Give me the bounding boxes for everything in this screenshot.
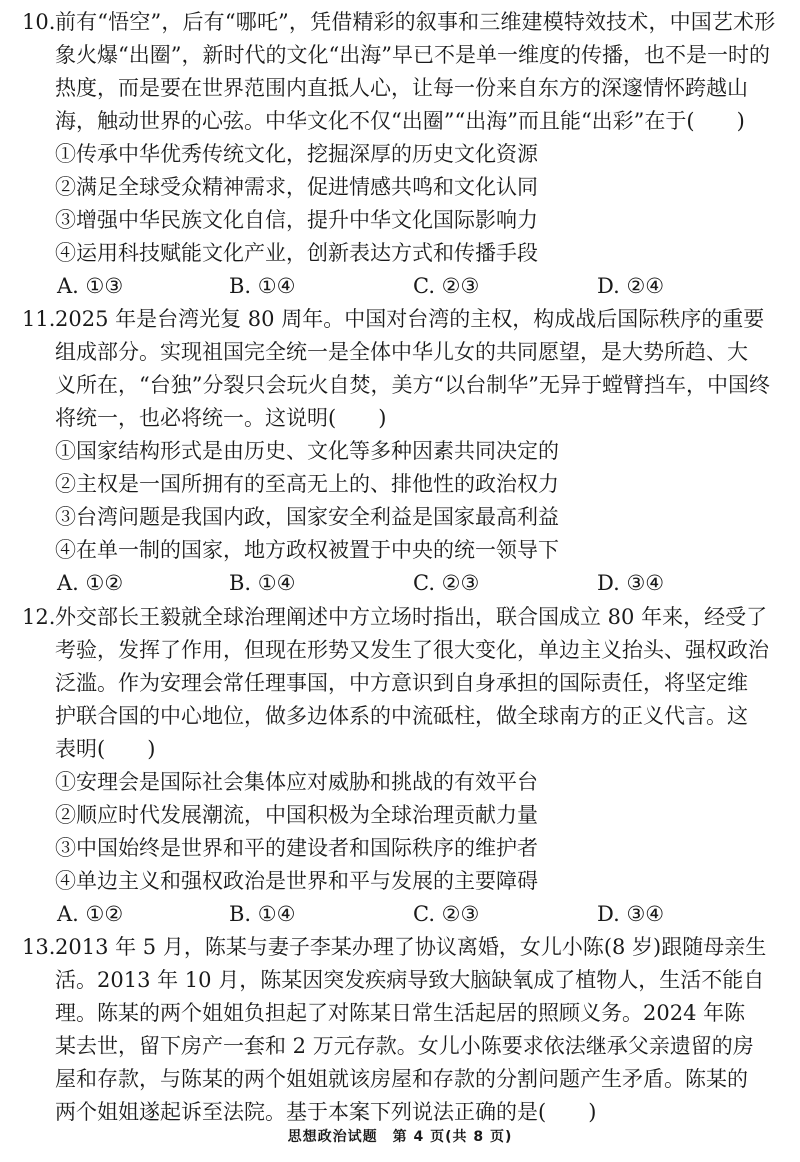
choice-c[interactable]: C. ②③: [413, 274, 480, 298]
choice-d[interactable]: D. ③④: [597, 571, 665, 595]
question-text-line: 海，触动世界的心弦。中华文化不仅“出圈”“出海”而且能“出彩”在于( ): [55, 109, 745, 133]
question-text-line: 前有“悟空”，后有“哪吒”，凭借精彩的叙事和三维建模特效技术，中国艺术形: [55, 10, 776, 34]
statement-3: ③台湾问题是我国内政，国家安全利益是国家最高利益: [55, 505, 559, 529]
question-number: 10.: [22, 10, 56, 34]
question-text-line: 2013 年 5 月，陈某与妻子李某办理了协议离婚，女儿小陈(8 岁)跟随母亲生: [55, 935, 767, 959]
choice-d[interactable]: D. ②④: [597, 274, 665, 298]
question-text-line: 某去世，留下房产一套和 2 万元存款。女儿小陈要求依法继承父亲遗留的房: [55, 1034, 754, 1058]
statement-2: ②顺应时代发展潮流，中国积极为全球治理贡献力量: [55, 803, 538, 827]
question-text-line: 理。陈某的两个姐姐负担起了对陈某日常生活起居的照顾义务。2024 年陈: [55, 1001, 746, 1025]
choice-b[interactable]: B. ①④: [229, 902, 296, 926]
question-text-line: 表明( ): [55, 737, 156, 761]
question-text-line: 护联合国的中心地位，做多边体系的中流砥柱，做全球南方的正义代言。这: [55, 704, 748, 728]
choice-a[interactable]: A. ①②: [57, 571, 124, 595]
statement-1: ①传承中华优秀传统文化，挖掘深厚的历史文化资源: [55, 142, 538, 166]
choice-a[interactable]: A. ①③: [57, 274, 124, 298]
page-footer: 思想政治试题 第 4 页(共 8 页): [287, 1129, 513, 1145]
choice-c[interactable]: C. ②③: [413, 902, 480, 926]
question-text-line: 将统一，也必将统一。这说明( ): [55, 406, 387, 430]
question-text-line: 两个姐姐遂起诉至法院。基于本案下列说法正确的是( ): [55, 1100, 597, 1124]
choice-a[interactable]: A. ①②: [57, 902, 124, 926]
statement-4: ④单边主义和强权政治是世界和平与发展的主要障碍: [55, 869, 538, 893]
question-text-line: 外交部长王毅就全球治理阐述中方立场时指出，联合国成立 80 年来，经受了: [55, 605, 768, 629]
statement-3: ③增强中华民族文化自信，提升中华文化国际影响力: [55, 208, 538, 232]
question-number: 11.: [22, 307, 56, 331]
question-number: 13.: [22, 935, 56, 959]
choice-c[interactable]: C. ②③: [413, 571, 480, 595]
question-text-line: 2025 年是台湾光复 80 周年。中国对台湾的主权，构成战后国际秩序的重要: [55, 307, 765, 331]
question-text-line: 屋和存款，与陈某的两个姐姐就该房屋和存款的分割问题产生矛盾。陈某的: [55, 1067, 748, 1091]
statement-4: ④在单一制的国家，地方政权被置于中央的统一领导下: [55, 538, 559, 562]
question-text-line: 活。2013 年 10 月，陈某因突发疾病导致大脑缺氧成了植物人，生活不能自: [55, 968, 765, 992]
statement-1: ①安理会是国际社会集体应对威胁和挑战的有效平台: [55, 770, 538, 794]
question-number: 12.: [22, 605, 56, 629]
statement-2: ②满足全球受众精神需求，促进情感共鸣和文化认同: [55, 175, 538, 199]
question-text-line: 热度，而是要在世界范围内直抵人心，让每一份来自东方的深邃情怀跨越山: [55, 76, 748, 100]
statement-1: ①国家结构形式是由历史、文化等多种因素共同决定的: [55, 439, 559, 463]
statement-2: ②主权是一国所拥有的至高无上的、排他性的政治权力: [55, 472, 559, 496]
statement-4: ④运用科技赋能文化产业，创新表达方式和传播手段: [55, 241, 538, 265]
statement-3: ③中国始终是世界和平的建设者和国际秩序的维护者: [55, 836, 538, 860]
question-text-line: 象火爆“出圈”，新时代的文化“出海”早已不是单一维度的传播，也不是一时的: [55, 43, 770, 67]
question-text-line: 泛滥。作为安理会常任理事国，中方意识到自身承担的国际责任，将坚定维: [55, 671, 748, 695]
question-text-line: 义所在，“台独”分裂只会玩火自焚，美方“以台制华”无异于螳臂挡车，中国终: [55, 373, 770, 397]
choice-d[interactable]: D. ③④: [597, 902, 665, 926]
question-text-line: 考验，发挥了作用，但现在形势又发生了很大变化，单边主义抬头、强权政治: [55, 638, 769, 662]
question-text-line: 组成部分。实现祖国完全统一是全体中华儿女的共同愿望，是大势所趋、大: [55, 340, 748, 364]
choice-b[interactable]: B. ①④: [229, 571, 296, 595]
choice-b[interactable]: B. ①④: [229, 274, 296, 298]
